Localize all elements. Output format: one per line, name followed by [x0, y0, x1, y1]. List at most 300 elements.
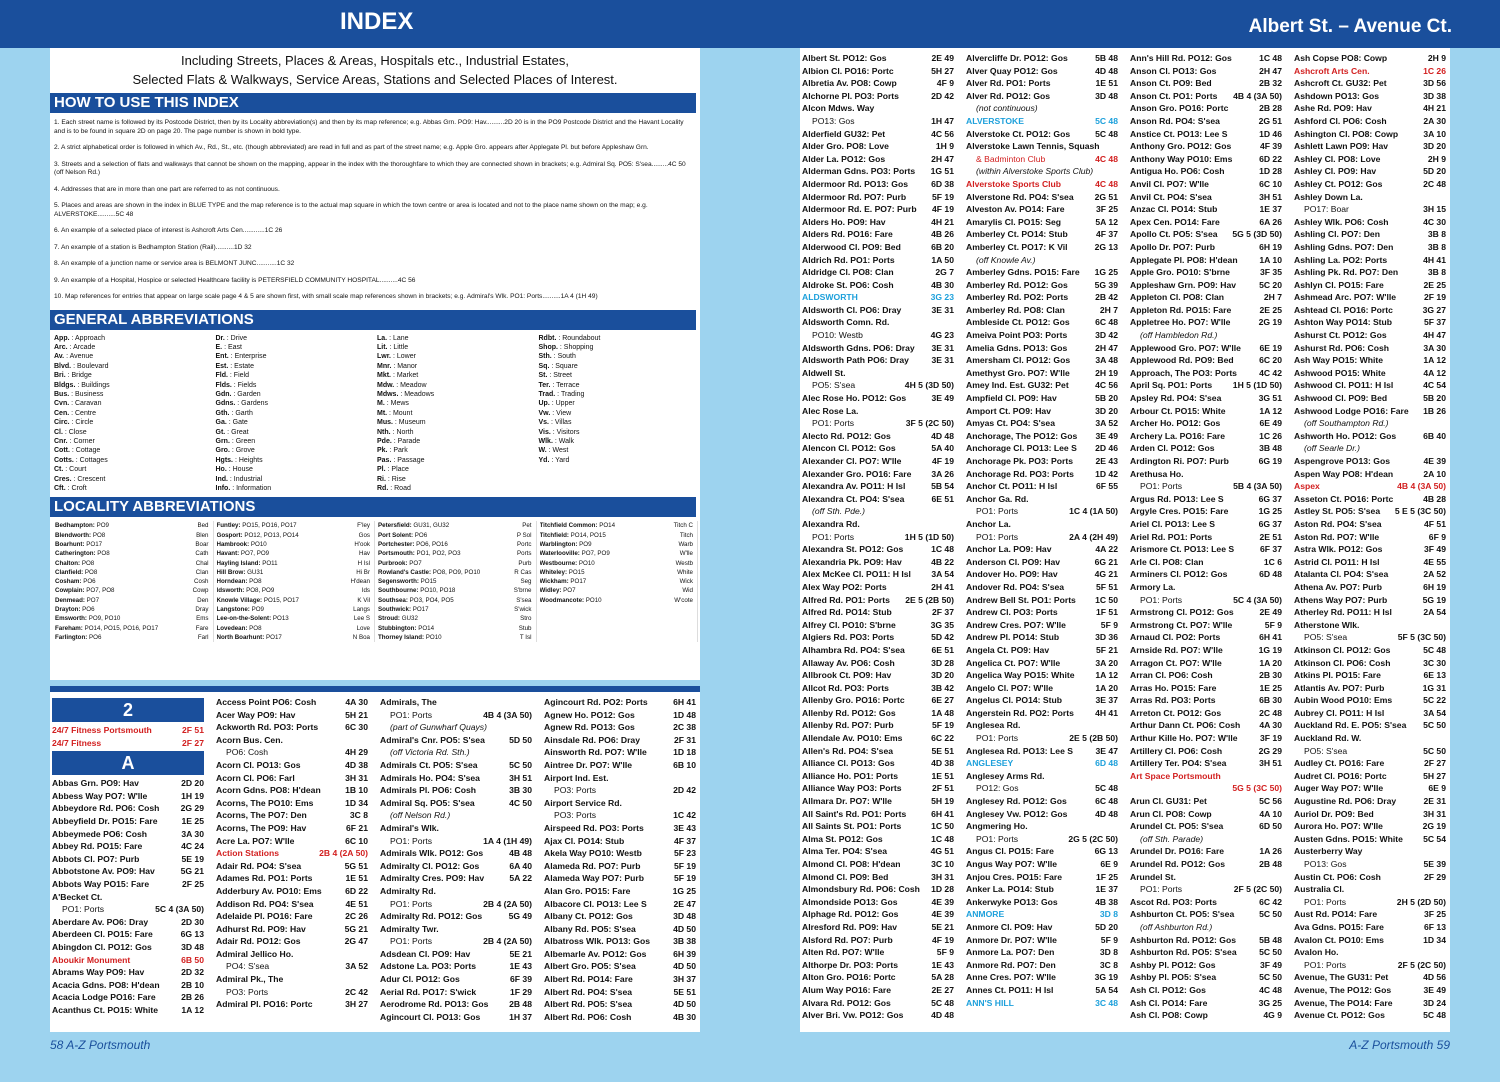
index-entry: Aberdare Av. PO6: Dray 2D 30 [52, 916, 204, 927]
index-entry: Arden Cl. PO12: Gos 3B 48 [1130, 443, 1282, 454]
index-entry: Alexandra Av. PO11: H Isl 5B 54 [802, 481, 954, 492]
index-right-panel [800, 48, 1450, 1032]
index-entry: (within Alverstoke Sports Club) [976, 166, 1094, 177]
index-entry: Admiralty Cl. PO12: Gos 6A 40 [380, 860, 532, 871]
index-entry: Ashburton Rd. PO12: Gos 5B 48 [1130, 934, 1282, 945]
index-entry: Ankerwyke PO13: Gos 4B 38 [966, 896, 1118, 907]
index-entry: Abbotstone Av. PO9: Hav 5G 21 [52, 866, 204, 877]
index-entry: PO1: Ports 3F 5 (2C 50) [812, 418, 954, 429]
index-entry: Admiral Sq. PO5: S'sea 4C 50 [380, 797, 532, 808]
index-entry: 24/7 Fitness Portsmouth 2F 51 [52, 725, 204, 735]
index-entry: Apex Cen. PO14: Fare 6A 26 [1130, 216, 1282, 227]
index-entry: Anson Gro. PO16: Portc 2B 28 [1130, 103, 1282, 114]
index-entry: Alver Bri. Vw. PO12: Gos 4D 48 [802, 1010, 954, 1021]
index-entry: ALDSWORTH 3G 23 [802, 292, 954, 303]
index-entry: Abbots Way PO15: Fare 2F 25 [52, 878, 204, 889]
index-entry: Aspengrove PO13: Gos 4E 39 [1294, 456, 1446, 466]
abbrev-item: Shop. : Shopping [538, 343, 594, 351]
index-entry: Amethyst Gro. PO7: W'lle 2H 19 [966, 367, 1118, 378]
index-entry: Anjou Cres. PO15: Fare 1F 25 [966, 871, 1118, 882]
index-entry: Abbeydore Rd. PO6: Cosh 2G 29 [52, 803, 204, 814]
index-entry: Almondside PO13: Gos 4E 39 [802, 896, 954, 907]
index-entry: Astley St. PO5: S'sea 5 E 5 (3C 50) [1294, 506, 1446, 517]
index-entry: Adelaide Pl. PO16: Fare 2C 26 [216, 911, 368, 922]
abbrev-item: Grn. : Green [215, 437, 256, 445]
abbrev-item: Bldgs. : Buildings [54, 381, 110, 389]
index-entry: Agincourt Rd. PO2: Ports 6H 41 [544, 697, 696, 707]
abbrev-item: W. : West [538, 447, 569, 455]
index-entry: PO13: Gos 5E 39 [1304, 859, 1446, 869]
abbrev-item: Mkt. : Market [377, 372, 419, 380]
index-entry: Ashling Gdns. PO7: Den 3B 8 [1294, 241, 1446, 252]
rule-item: 10. Map references for entries that appear on large scale page 4 & 5 are shown first, with small scale map references shown in brackets; e.g. Admiral's Wlk. PO1: Ports..........1A 4 (1H 49) [54, 293, 598, 300]
index-entry: Ashurst Rd. PO6: Cosh 3A 30 [1294, 342, 1446, 353]
index-entry: Agnew Rd. PO13: Gos 2C 38 [544, 722, 696, 733]
index-entry: Atalanta Cl. PO4: S'sea 2A 52 [1294, 569, 1446, 580]
abbrev-item: La. : Lane [377, 334, 409, 342]
locality-item: Rowland's Castle: PO8, PO9, PO10 R Cas [378, 568, 532, 576]
index-entry: Ashington Cl. PO8: Cowp 3A 10 [1294, 128, 1446, 139]
index-entry: Ash Cl. PO8: Cowp 4G 9 [1130, 1010, 1282, 1021]
abbrev-item: Wlk. : Walk [538, 437, 575, 445]
rule-item: 2. A strict alphabetical order is followed in which Av., Rd., St., etc. (though abbreviated) are read in full and as part of the street name; e.g. Apple Gro. appears after Applegate Pl. but before Appleshaw Grn. [54, 144, 649, 151]
index-entry: Aerial Rd. PO17: S'wick 1F 29 [380, 986, 532, 997]
index-entry: Althorpe Dr. PO3: Ports 1E 43 [802, 959, 954, 970]
index-entry: Apple Gro. PO10: S'brne 3F 35 [1130, 267, 1282, 278]
index-entry: Agnew Ho. PO12: Gos 1D 48 [544, 709, 696, 720]
index-entry: Audret Cl. PO16: Portc 5H 27 [1294, 770, 1446, 781]
index-entry: Alverstoke Sports Club 4C 48 [966, 178, 1118, 189]
index-entry: Andover Ho. PO9: Hav 4G 21 [966, 569, 1118, 580]
locality-item: North Boarhunt: PO17 N Boa [216, 633, 370, 641]
index-column [802, 52, 954, 1022]
index-entry: ANGLESEY 6D 48 [966, 758, 1118, 769]
rule-item: 3. Streets and a selection of flats and walkways that cannot be shown on the mapping, appear in the index with the thoroughfare to which they are connected shown in brackets; e.g. Admiral Sq. PO5: S'sea.........4C 50 (off Nelson Rd.) [54, 160, 686, 176]
index-entry: Almond Cl. PO8: H'dean 3C 10 [802, 859, 954, 869]
index-entry: Amberley Ct. PO14: Stub 4F 37 [966, 229, 1118, 240]
index-entry: Austin Ct. PO6: Cosh 2F 29 [1294, 871, 1446, 882]
index-entry: Angus Way PO7: W'lle 6E 9 [966, 859, 1118, 869]
index-entry: Anmore Cl. PO9: Hav 5D 20 [966, 921, 1118, 932]
index-entry: Ashwood Lodge PO16: Fare 1B 26 [1294, 405, 1446, 416]
index-entry: Alfred Rd. PO1: Ports 2E 5 (2B 50) [802, 594, 954, 605]
index-entry: Addison Rd. PO4: S'sea 4E 51 [216, 898, 368, 909]
index-entry: Archery La. PO16: Fare 1C 26 [1130, 430, 1282, 441]
index-entry: April Sq. PO1: Ports 1H 5 (1D 50) [1130, 380, 1282, 391]
index-entry: Ashley Ct. PO12: Gos 2C 48 [1294, 178, 1446, 189]
index-entry: Avalon Ho. [1294, 947, 1339, 958]
index-entry: Ashmead Arc. PO7: W'lle 2F 19 [1294, 292, 1446, 303]
index-entry: Admirals, The [380, 697, 437, 707]
index-entry: Alexandria Pk. PO9: Hav 4B 22 [802, 556, 954, 567]
index-entry: PO1: Ports 5C 4 (3A 50) [1140, 594, 1282, 605]
index-entry: Akela Way PO10: Westb 5F 23 [544, 848, 696, 859]
index-entry: Avenue Ct. PO12: Gos 5C 48 [1294, 1010, 1446, 1021]
index-entry: Arundel St. [1130, 871, 1176, 882]
index-entry: PO1: Ports 2E 5 (2B 50) [976, 733, 1118, 744]
index-entry: Adsdean Cl. PO9: Hav 5E 21 [380, 948, 532, 959]
index-entry: Ashe Rd. PO9: Hav 4H 21 [1294, 103, 1446, 114]
index-entry: Aldridge Cl. PO8: Clan 2G 7 [802, 267, 954, 278]
index-entry: Ash Cl. PO12: Gos 4C 48 [1130, 984, 1282, 995]
locality-item: Stroud: GU32 Stro [378, 615, 532, 623]
index-entry: Acorns, The PO9: Hav 6F 21 [216, 822, 368, 833]
page-title: INDEX [340, 8, 414, 35]
index-entry: Andrew Cres. PO7: W'lle 5F 9 [966, 619, 1118, 630]
index-entry: PO3: Ports 2D 42 [554, 785, 696, 796]
abbrev-item: Cotts. : Cottages [54, 456, 108, 464]
index-entry: Admiral's Wlk. [380, 822, 439, 833]
abbrev-item: Mnr. : Manor [377, 362, 418, 370]
index-entry: PO1: Ports 2H 5 (2D 50) [1304, 896, 1446, 907]
abbrev-column [375, 334, 537, 494]
index-entry: Aldsworth Path PO6: Dray 3E 31 [802, 355, 954, 366]
index-entry: ANMORE 3D 8 [966, 909, 1118, 920]
index-column [1294, 52, 1446, 1022]
index-entry: Anmore La. PO7: Den 3D 8 [966, 947, 1118, 958]
index-entry: Amberley Gdns. PO15: Fare 1G 25 [966, 267, 1118, 278]
index-entry: Ashling Cl. PO7: Den 3B 8 [1294, 229, 1446, 240]
abbrev-item: Gth. : Garth [215, 409, 253, 417]
index-entry: Atkins Pl. PO15: Fare 6E 13 [1294, 670, 1446, 681]
index-entry: Alder La. PO12: Gos 2H 47 [802, 153, 954, 164]
index-entry: Anson Ct. PO1: Ports 4B 4 (3A 50) [1130, 90, 1282, 101]
index-entry: Arthur Dann Ct. PO6: Cosh 4A 30 [1130, 720, 1282, 731]
index-entry: Amberley Rd. PO12: Gos 5G 39 [966, 279, 1118, 290]
index-entry: Allaway Av. PO6: Cosh 3D 28 [802, 657, 954, 668]
index-entry: Anthony Gro. PO12: Gos 4F 39 [1130, 141, 1282, 152]
locality-item: Warblington: PO9 Warb [539, 541, 693, 548]
index-entry: PO1: Ports 5B 4 (3A 50) [1140, 481, 1282, 492]
locality-item: Southbourne: PO10, PO18 S'brne [378, 587, 532, 595]
index-entry: Ash Way PO15: White 1A 12 [1294, 355, 1446, 366]
index-entry: Alexander Cl. PO7: W'lle 4F 19 [802, 456, 954, 466]
locality-item: Funtley: PO15, PO16, PO17 F'ley [216, 522, 370, 530]
abbrev-item: Blvd. : Boulevard [54, 362, 109, 370]
abbrev-item: Up. : Upper [538, 400, 575, 408]
index-entry: Alchorne Pl. PO3: Ports 2D 42 [802, 90, 954, 101]
index-letter-heading: 2 [52, 698, 204, 722]
index-entry: Ashlyn Cl. PO15: Fare 2E 25 [1294, 279, 1446, 290]
index-entry: Allmara Dr. PO7: W'lle 5H 19 [802, 796, 954, 807]
index-entry: Alverstone Rd. PO4: S'sea 2G 51 [966, 191, 1118, 202]
header-bar [0, 0, 1500, 48]
index-entry: Allbrook Ct. PO9: Hav 3D 20 [802, 670, 954, 681]
index-entry: Anchorage Cl. PO13: Lee S 2D 46 [966, 443, 1118, 454]
abbrev-item: Vis. : Visitors [538, 428, 580, 436]
index-entry: Alexandra Rd. [802, 518, 860, 529]
index-entry: Agincourt Cl. PO13: Gos 1H 37 [380, 1011, 532, 1022]
index-entry: Albretia Av. PO8: Cowp 4F 9 [802, 78, 954, 89]
locality-item: Catherington: PO8 Cath [55, 550, 209, 558]
index-entry: Ascot Rd. PO3: Ports 6C 42 [1130, 896, 1282, 907]
abbrev-item: Flds. : Fields [215, 381, 257, 389]
index-entry: Ashcroft Arts Cen. 1C 26 [1294, 65, 1446, 76]
index-entry: Almond Cl. PO9: Bed 3H 31 [802, 871, 954, 882]
index-entry: Austerberry Way [1294, 846, 1363, 857]
index-entry: Amarylis Cl. PO15: Seg 5A 12 [966, 216, 1118, 227]
index-entry: Allen's Rd. PO4: S'sea 5E 51 [802, 745, 954, 756]
locality-item: Boarhunt: PO17 Boar [55, 541, 209, 548]
index-entry: Airport Service Rd. [544, 797, 622, 808]
locality-item: Blendworth: PO8 Blen [55, 531, 209, 539]
abbrev-item: Sq. : Square [538, 362, 578, 370]
abbrev-item: Gro. : Grove [215, 447, 255, 455]
abbrev-item: Ri. : Rise [377, 475, 406, 483]
index-entry: Anchorage, The PO12: Gos 3E 49 [966, 430, 1118, 441]
index-entry: Alan Gro. PO15: Fare 1G 25 [544, 885, 696, 896]
locality-column [52, 521, 214, 642]
index-entry: Alderwood Cl. PO9: Bed 6B 20 [802, 241, 954, 252]
index-entry: Ashton Way PO14: Stub 5F 37 [1294, 317, 1446, 328]
abbrev-item: Sth. : South [538, 353, 576, 361]
intro-panel [50, 48, 700, 680]
index-entry: Alexandra St. PO12: Gos 1C 48 [802, 544, 954, 555]
index-entry: Anmore Dr. PO7: W'lle 5F 9 [966, 934, 1118, 945]
index-entry: Anchor La. PO9: Hav 4A 22 [966, 544, 1118, 555]
index-entry: Abbots Cl. PO7: Purb 5E 19 [52, 853, 204, 864]
index-entry: Avenue, The GU31: Pet 4D 56 [1294, 972, 1446, 983]
index-entry: Alencon Cl. PO12: Gos 5A 40 [802, 443, 954, 454]
index-entry: Admiral Jellico Ho. [216, 948, 294, 959]
footer-right: A-Z Portsmouth 59 [1349, 1038, 1450, 1052]
locality-item: Thorney Island: PO10 T Isl [378, 633, 532, 641]
index-entry: Alliance Way PO3: Ports 2F 51 [802, 783, 954, 794]
index-entry: Ariel Rd. PO1: Ports 2E 51 [1130, 531, 1282, 542]
index-entry: Angelica Way PO15: White 1A 12 [966, 670, 1118, 681]
locality-abbreviations-heading: LOCALITY ABBREVIATIONS [50, 497, 696, 517]
index-entry: Arundel Ct. PO5: S'sea 6D 50 [1130, 821, 1282, 832]
index-entry: Ashling Pk. Rd. PO7: Den 3B 8 [1294, 267, 1446, 278]
index-entry: Ash Copse PO8: Cowp 2H 9 [1294, 53, 1446, 63]
locality-item: Purbrook: PO7 Purb [378, 559, 532, 567]
abbrev-item: App. : Approach [54, 334, 105, 342]
index-entry: Arminers Cl. PO12: Gos 6D 48 [1130, 569, 1282, 580]
index-entry: Arnside Rd. PO7: W'lle 1G 19 [1130, 644, 1282, 655]
index-entry: Armory La. [1130, 581, 1176, 592]
index-entry: Ambleside Ct. PO12: Gos 6C 48 [966, 317, 1118, 328]
abbrev-item: Av. : Avenue [54, 353, 94, 361]
index-entry: Alfred Rd. PO14: Stub 2F 37 [802, 607, 954, 618]
index-entry: Albert Rd. PO5: S'sea 4D 50 [544, 999, 696, 1010]
index-entry: Alma St. PO12: Gos 1C 48 [802, 833, 954, 844]
abbrev-item: Nth. : North [377, 428, 414, 436]
index-entry: Ajax Cl. PO14: Stub 4F 37 [544, 835, 696, 846]
locality-item: Portchester: PO6, PO16 Portc [378, 541, 532, 548]
index-entry: Ampfield Cl. PO9: Hav 5B 20 [966, 393, 1118, 404]
index-entry: Alexander Gro. PO16: Fare 3A 26 [802, 468, 954, 479]
abbrev-item: Info. : Information [215, 485, 272, 492]
index-entry: Alderfield GU32: Pet 4C 56 [802, 128, 954, 139]
locality-item: Hayling Island: PO11 H Isl [216, 559, 370, 567]
index-entry: Arreton Ct. PO12: Gos 2C 48 [1130, 707, 1282, 718]
abbrev-item: Rd. : Road [377, 485, 411, 492]
page-range-title: Albert St. – Avenue Ct. [1248, 16, 1452, 37]
index-entry: Ashurst Ct. PO12: Gos 4H 47 [1294, 330, 1446, 341]
index-entry: Admiral's Cnr. PO5: S'sea 5D 50 [380, 734, 532, 745]
locality-item: Waterlooville: PO7, PO9 W'lle [539, 550, 693, 558]
index-entry: A'Becket Ct. [52, 891, 103, 902]
locality-column [537, 521, 699, 642]
index-entry: Ashford Cl. PO6: Cosh 2A 30 [1294, 115, 1446, 126]
index-entry: (not continuous) [976, 103, 1038, 114]
index-entry: Admiralty Rd. PO12: Gos 5G 49 [380, 911, 532, 922]
index-entry: Armstrong Cl. PO12: Gos 2E 49 [1130, 607, 1282, 618]
locality-item: Hill Brow: GU31 Hi Br [216, 568, 370, 576]
index-entry: Anthony Way PO10: Ems 6D 22 [1130, 153, 1282, 164]
index-entry: Auckland Rd. W. [1294, 733, 1362, 744]
index-entry: Allenby Rd. PO7: Purb 5F 19 [802, 720, 954, 731]
index-entry: Acorns, The PO10: Ems 1D 34 [216, 797, 368, 808]
index-entry: 5G 5 (3C 50) [1232, 783, 1282, 794]
locality-item: Widley: PO7 Wid [539, 587, 693, 595]
index-column [1130, 52, 1282, 1022]
locality-item: Stubbington: PO14 Stub [378, 624, 532, 632]
index-entry: Avalon Ct. PO10: Ems 1D 34 [1294, 934, 1446, 945]
index-entry: PO1: Ports 2G 5 (2C 50) [976, 833, 1118, 844]
locality-item: Titchfield Common: PO14 Titch C [539, 522, 693, 530]
index-entry: Amyas Ct. PO4: S'sea 3A 52 [966, 418, 1118, 429]
index-entry: Alsford Rd. PO7: Purb 4F 19 [802, 934, 954, 945]
index-entry: Atherstone Wlk. [1294, 619, 1360, 630]
locality-item: Idsworth: PO8, PO9 Ids [216, 587, 370, 595]
index-column [966, 52, 1118, 1009]
index-entry: (part of Gunwharf Quays) [390, 722, 487, 733]
footer-left: 58 A-Z Portsmouth [50, 1038, 151, 1052]
abbrev-item: Cres. : Crescent [54, 475, 106, 483]
index-entry: ANN'S HILL 3C 48 [966, 997, 1118, 1008]
index-entry: Albert Rd. PO4: S'sea 5E 51 [544, 986, 696, 997]
index-entry: Amberley Rd. PO2: Ports 2B 42 [966, 292, 1118, 303]
index-entry: Antigua Ho. PO6: Cosh 1D 28 [1130, 166, 1282, 177]
index-entry: Allenby Rd. PO12: Gos 1A 48 [802, 707, 954, 718]
index-entry: PO1: Ports 2F 5 (2C 50) [1140, 884, 1282, 895]
index-entry: Auckland Rd. E. PO5: S'sea 5C 50 [1294, 720, 1446, 731]
index-entry: Audley Ct. PO16: Fare 2F 27 [1294, 758, 1446, 769]
index-entry: Ashby Pl. PO12: Gos 3F 49 [1130, 959, 1282, 970]
index-entry: Atherley Rd. PO11: H Isl 2A 54 [1294, 607, 1446, 618]
index-entry: Alma Ter. PO4: S'sea 4G 51 [802, 846, 954, 857]
index-entry: Arethusa Ho. [1130, 468, 1184, 479]
abbrev-item: Cott. : Cottage [54, 447, 101, 455]
index-letter-heading: A [52, 751, 204, 775]
index-entry: Aldwell St. [802, 367, 846, 378]
index-entry: Albert Gro. PO5: S'sea 4D 50 [544, 961, 696, 972]
index-entry: Aldsworth Cl. PO6: Dray 3E 31 [802, 304, 954, 315]
index-entry: Admirals Pl. PO6: Cosh 3B 30 [380, 785, 532, 796]
index-entry: Admiralty Rd. [380, 885, 436, 896]
index-entry: Airspeed Rd. PO3: Ports 3E 43 [544, 822, 696, 833]
index-entry: Ashtead Cl. PO16: Portc 3G 27 [1294, 304, 1446, 315]
abbrev-item: Bus. : Business [54, 390, 104, 398]
index-entry: PO3: Ports 2C 42 [226, 986, 368, 997]
index-entry: Aboukir Monument 6B 50 [52, 954, 204, 965]
index-entry: (off Nelson Rd.) [390, 810, 451, 821]
index-entry: ALVERSTOKE 5C 48 [966, 115, 1118, 126]
index-entry: Alex Way PO2: Ports 2H 41 [802, 581, 954, 592]
index-entry: Amport Ct. PO9: Hav 3D 20 [966, 405, 1118, 416]
index-entry: Access Point PO6: Cosh 4A 30 [216, 697, 368, 707]
index-entry: Allenby Gro. PO16: Portc 6E 27 [802, 695, 954, 706]
index-entry: 24/7 Fitness 2F 27 [52, 737, 204, 748]
index-entry: Alresford Rd. PO9: Hav 5E 21 [802, 921, 954, 932]
locality-item: Hambrook: PO10 H'ook [216, 541, 370, 548]
index-entry: Appletree Ho. PO7: W'lle 2G 19 [1130, 317, 1282, 328]
index-entry: Acorn Cl. PO6: Farl 3H 31 [216, 772, 368, 783]
index-entry: Acorn Gdns. PO8: H'dean 1B 10 [216, 785, 368, 796]
index-entry: Aston Rd. PO7: W'lle 6F 9 [1294, 531, 1446, 542]
abbrev-item: Pas. : Passage [377, 456, 425, 464]
locality-column [375, 521, 537, 642]
index-entry: Alver Quay PO12: Gos 4D 48 [966, 65, 1118, 76]
index-entry: Alver Rd. PO12: Gos 3D 48 [966, 90, 1118, 101]
index-entry: Anker La. PO14: Stub 1E 37 [966, 884, 1118, 895]
index-entry: Anchor Ga. Rd. [966, 493, 1029, 504]
general-abbreviations [50, 330, 700, 494]
index-entry: Abbeyfield Dr. PO15: Fare 1E 25 [52, 815, 204, 826]
index-entry: Alameda Rd. PO7: Purb 5F 19 [544, 860, 696, 871]
index-column [380, 696, 532, 1023]
index-entry: Aerodrome Rd. PO13: Gos 2B 48 [380, 999, 532, 1010]
index-entry: Amey Ind. Est. GU32: Pet 4C 56 [966, 380, 1118, 391]
index-entry: Arragon Ct. PO7: W'lle 1A 20 [1130, 657, 1282, 668]
index-entry: Alhambra Rd. PO4: S'sea 6E 51 [802, 644, 954, 655]
index-entry: Artillery Cl. PO6: Cosh 2G 29 [1130, 745, 1282, 756]
index-entry: Angela Ct. PO9: Hav 5F 21 [966, 644, 1118, 655]
index-entry: Arras Rd. PO3: Ports 6B 30 [1130, 695, 1282, 706]
index-entry: Artillery Ter. PO4: S'sea 3H 51 [1130, 758, 1282, 769]
locality-item: Portsmouth: PO1, PO2, PO3 Ports [378, 550, 532, 558]
index-entry: Ariel Cl. PO13: Lee S 6G 37 [1130, 518, 1282, 529]
abbrev-item: Trad. : Trading [538, 390, 585, 398]
index-entry: Angus Cl. PO15: Fare 6G 13 [966, 846, 1118, 857]
locality-item: Westbourne: PO10 Westb [539, 559, 693, 567]
locality-abbreviations [50, 517, 700, 642]
abbrev-item: Fld. : Field [215, 372, 249, 380]
abbrev-item: Ho. : House [215, 466, 253, 474]
index-entry: Admiral Pl. PO16: Portc 3H 27 [216, 999, 368, 1010]
index-entry: Acer Way PO9: Hav 5H 21 [216, 709, 368, 720]
abbrev-item: Arc. : Arcade [54, 343, 96, 351]
index-entry: Acorn Cl. PO13: Gos 4D 38 [216, 759, 368, 770]
index-entry: Ashley Cl. PO8: Love 2H 9 [1294, 153, 1446, 164]
index-entry: Aubin Wood PO10: Ems 5C 22 [1294, 695, 1446, 706]
index-entry: Angelo Cl. PO7: W'lle 1A 20 [966, 682, 1118, 693]
index-entry: PO10: Westb 4G 23 [812, 330, 954, 341]
index-entry: Algiers Rd. PO3: Ports 5D 42 [802, 632, 954, 643]
index-entry: PO13: Gos 1H 47 [812, 115, 954, 126]
index-entry: Anchor Ct. PO11: H Isl 6F 55 [966, 481, 1118, 492]
locality-item: Fareham: PO14, PO15, PO16, PO17 Fare [55, 624, 209, 632]
index-entry: Appleton Cl. PO8: Clan 2H 7 [1130, 292, 1282, 303]
index-entry: Action Stations 2B 4 (2A 50) [216, 848, 368, 859]
abbrev-column [537, 334, 699, 494]
locality-item: Lee-on-the-Solent: PO13 Lee S [216, 615, 370, 623]
index-entry: Andrew Cl. PO3: Ports 1F 51 [966, 607, 1118, 618]
index-entry: Ann's Hill Rd. PO12: Gos 1C 48 [1130, 53, 1282, 63]
index-entry: Acre La. PO7: W'lle 6C 10 [216, 835, 368, 846]
abbrev-item: Lwr. : Lower [377, 353, 416, 361]
index-entry: Austen Gdns. PO15: White 5C 54 [1294, 833, 1446, 844]
index-entry: Angerstein Rd. PO2: Ports 4H 41 [966, 707, 1118, 718]
index-entry: Anstice Ct. PO13: Lee S 1D 46 [1130, 128, 1282, 139]
index-entry: Abrams Way PO9: Hav 2D 32 [52, 967, 204, 978]
index-entry: Acacia Gdns. PO8: H'dean 2B 10 [52, 979, 204, 990]
index-entry: Apollo Dr. PO7: Purb 6H 19 [1130, 241, 1282, 252]
index-entry: Ainsworth Rd. PO7: W'lle 1D 18 [544, 747, 696, 758]
index-entry: Appleshaw Grn. PO9: Hav 5C 20 [1130, 279, 1282, 290]
abbrev-item: Cft. : Croft [54, 485, 87, 492]
